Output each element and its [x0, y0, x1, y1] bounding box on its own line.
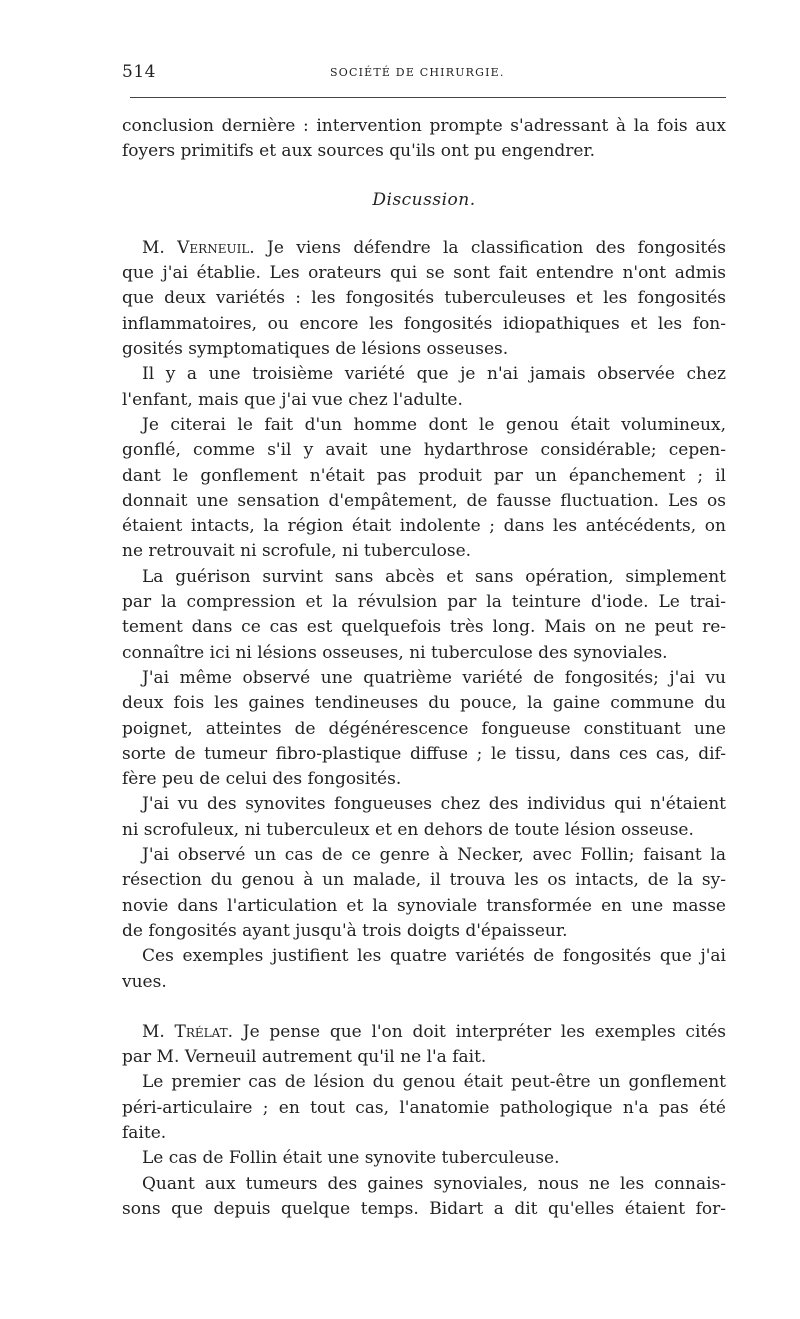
- paragraph: [122, 362, 726, 413]
- paragraph: [122, 413, 726, 565]
- text-line: sons que depuis quelque temps. Bidart a dit qu'elles étaient for-: [122, 1198, 726, 1219]
- text-line: deux fois les gaines tendineuses du pouce, la gaine commune du: [122, 693, 726, 714]
- paragraph: [122, 843, 726, 944]
- text-line: l'enfant, mais que j'ai vue chez l'adulte.: [122, 389, 463, 410]
- page-number: 514: [122, 62, 156, 82]
- text-line: vues.: [122, 971, 167, 992]
- body-text: [122, 114, 726, 1222]
- text-line: foyers primitifs et aux sources qu'ils ont pu engendrer.: [122, 141, 596, 162]
- running-title: SOCIÉTÉ DE CHIRURGIE.: [330, 66, 505, 79]
- text-line: ne retrouvait ni scrofule, ni tuberculose.: [122, 541, 472, 562]
- paragraph: [122, 565, 726, 666]
- speaker-prefix: M.: [142, 1021, 175, 1042]
- text-line: J'ai vu des synovites fongueuses chez des individus qui n'étaient: [142, 794, 726, 815]
- text-line: conclusion dernière : intervention prompte s'adressant à la fois aux: [122, 116, 726, 136]
- text-line: gosités symptomatiques de lésions osseuses.: [122, 339, 509, 360]
- paragraph: [122, 1172, 726, 1223]
- paragraph: [122, 666, 726, 792]
- speaker-prefix: M.: [142, 237, 178, 258]
- text-line: par la compression et la révulsion par la teinture d'iode. Le trai-: [122, 592, 726, 613]
- speaker-name: Trélat.: [174, 1021, 234, 1042]
- text-line: faite.: [122, 1122, 167, 1143]
- text-line: gonflé, comme s'il y avait une hydarthrose considérable; cepen-: [122, 440, 726, 461]
- text-line: J'ai même observé une quatrième variété de fongosités; j'ai vu: [142, 667, 726, 688]
- text-line: Ces exemples justifient les quatre variétés de fongosités que j'ai: [142, 946, 726, 967]
- text-line: ni scrofuleux, ni tuberculeux et en dehors de toute lésion osseuse.: [122, 819, 694, 840]
- text-line: étaient intacts, la région était indolente ; dans les antécédents, on: [122, 516, 726, 537]
- paragraph: [122, 944, 726, 995]
- text-line: novie dans l'articulation et la synoviale transformée en une masse: [122, 895, 726, 916]
- text-line: connaître ici ni lésions osseuses, ni tuberculose des synoviales.: [122, 642, 668, 663]
- paragraph: [122, 792, 726, 843]
- speaker-name: Verneuil.: [177, 237, 255, 258]
- paragraph: [122, 1070, 726, 1146]
- text-line: résection du genou à un malade, il trouva les os intacts, de la sy-: [122, 870, 726, 891]
- text-line: sorte de tumeur fibro-plastique diffuse ; le tissu, dans ces cas, dif-: [122, 743, 726, 764]
- text-line: de fongosités ayant jusqu'à trois doigts d'épaisseur.: [122, 920, 568, 941]
- text-line: Je citerai le fait d'un homme dont le genou était volumineux,: [142, 414, 726, 435]
- text-line: péri-articulaire ; en tout cas, l'anatomie pathologique n'a pas été: [122, 1097, 726, 1118]
- paragraph: [122, 236, 726, 362]
- text-line: fère peu de celui des fongosités.: [122, 769, 402, 790]
- text-line: J'ai observé un cas de ce genre à Necker, avec Follin; faisant la: [142, 845, 726, 866]
- text-line: Le cas de Follin était une synovite tuberculeuse.: [142, 1148, 560, 1169]
- text-line: poignet, atteintes de dégénérescence fongueuse constituant une: [122, 718, 726, 739]
- text-line: Quant aux tumeurs des gaines synoviales, nous ne les connais-: [142, 1173, 726, 1194]
- speaker-gap: [122, 995, 726, 1020]
- text-line: Il y a une troisième variété que je n'ai jamais observée chez: [142, 364, 726, 385]
- text-line: Le premier cas de lésion du genou était peut-être un gonflement: [142, 1072, 726, 1093]
- section-heading: Discussion.: [372, 189, 476, 210]
- text-line: M. Verneuil. Je viens défendre la classification des fongosités: [142, 237, 726, 258]
- text-line: tement dans ce cas est quelquefois très long. Mais on ne peut re-: [122, 617, 726, 638]
- text-line: La guérison survint sans abcès et sans opération, simplement: [142, 566, 726, 587]
- text-line: que deux variétés : les fongosités tuberculeuses et les fongosités: [122, 288, 726, 309]
- page-header: [122, 62, 726, 88]
- paragraph: [122, 1146, 726, 1171]
- text-line: par M. Verneuil autrement qu'il ne l'a fait.: [122, 1047, 487, 1068]
- text-line: M. Trélat. Je pense que l'on doit interpréter les exemples cités: [142, 1021, 726, 1042]
- paragraph: [122, 1020, 726, 1071]
- text-line: donnait une sensation d'empâtement, de fausse fluctuation. Les os: [122, 490, 726, 511]
- text-line: dant le gonflement n'était pas produit par un épanchement ; il: [122, 465, 726, 486]
- text-line: que j'ai établie. Les orateurs qui se sont fait entendre n'ont admis: [122, 263, 726, 284]
- text-line: inflammatoires, ou encore les fongosités idiopathiques et les fon-: [122, 313, 726, 334]
- header-rule: [130, 97, 726, 98]
